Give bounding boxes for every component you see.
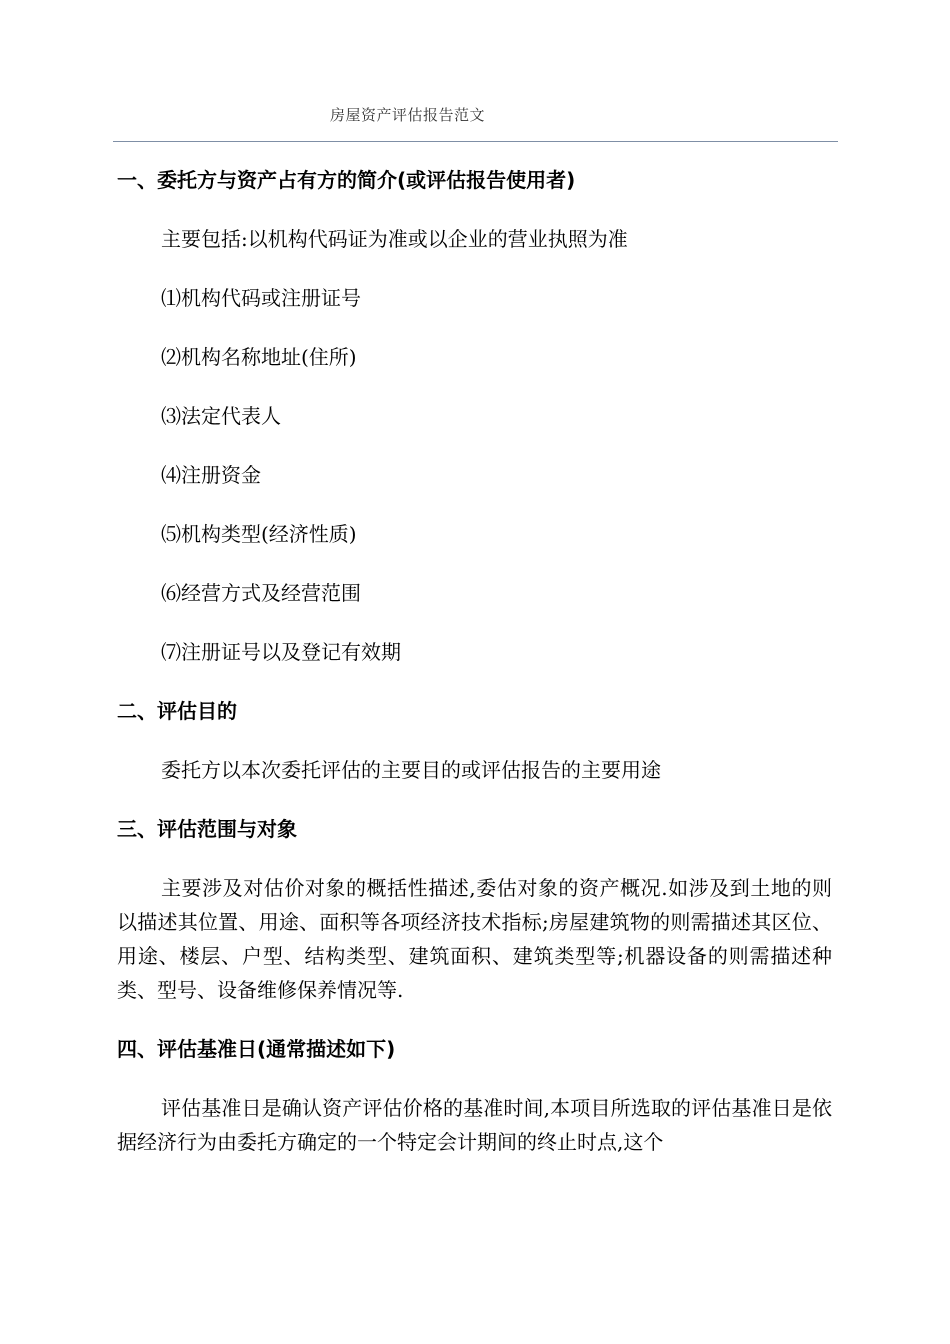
section-2-body: 委托方以本次委托评估的主要目的或评估报告的主要用途 — [161, 758, 661, 782]
section-heading-3: 三、评估范围与对象 — [117, 817, 297, 841]
section-heading-2: 二、评估目的 — [117, 699, 237, 723]
section-1-intro: 主要包括:以机构代码证为准或以企业的营业执照为准 — [161, 227, 628, 251]
list-item: ⑸机构类型(经济性质) — [161, 522, 357, 546]
page-header-title: 房屋资产评估报告范文 — [330, 106, 486, 124]
list-item: ⑴机构代码或注册证号 — [161, 286, 361, 310]
section-3-body: 主要涉及对估价对象的概括性描述,委估对象的资产概况.如涉及到土地的则以描述其位置、用途、面积等各项经济技术指标;房屋建筑物的则需描述其区位、用途、楼层、户型、结构类型、建筑面积、建筑类型等;机器设备的则需描述种类、型号、设备维修保养情况等. — [117, 876, 832, 1002]
section-4-body: 评估基准日是确认资产评估价格的基准时间,本项目所选取的评估基准日是依据经济行为由委托方确定的一个特定会计期间的终止时点,这个 — [117, 1096, 832, 1154]
list-item: ⑵机构名称地址(住所) — [161, 345, 357, 369]
list-item: ⑹经营方式及经营范围 — [161, 581, 361, 605]
list-item: ⑷注册资金 — [161, 463, 261, 487]
document-body — [117, 163, 832, 1159]
section-heading-1: 一、委托方与资产占有方的简介(或评估报告使用者) — [117, 168, 576, 192]
list-item: ⑶法定代表人 — [161, 404, 281, 428]
header-divider — [113, 141, 838, 142]
list-item: ⑺注册证号以及登记有效期 — [161, 640, 401, 664]
section-heading-4: 四、评估基准日(通常描述如下) — [117, 1037, 396, 1061]
